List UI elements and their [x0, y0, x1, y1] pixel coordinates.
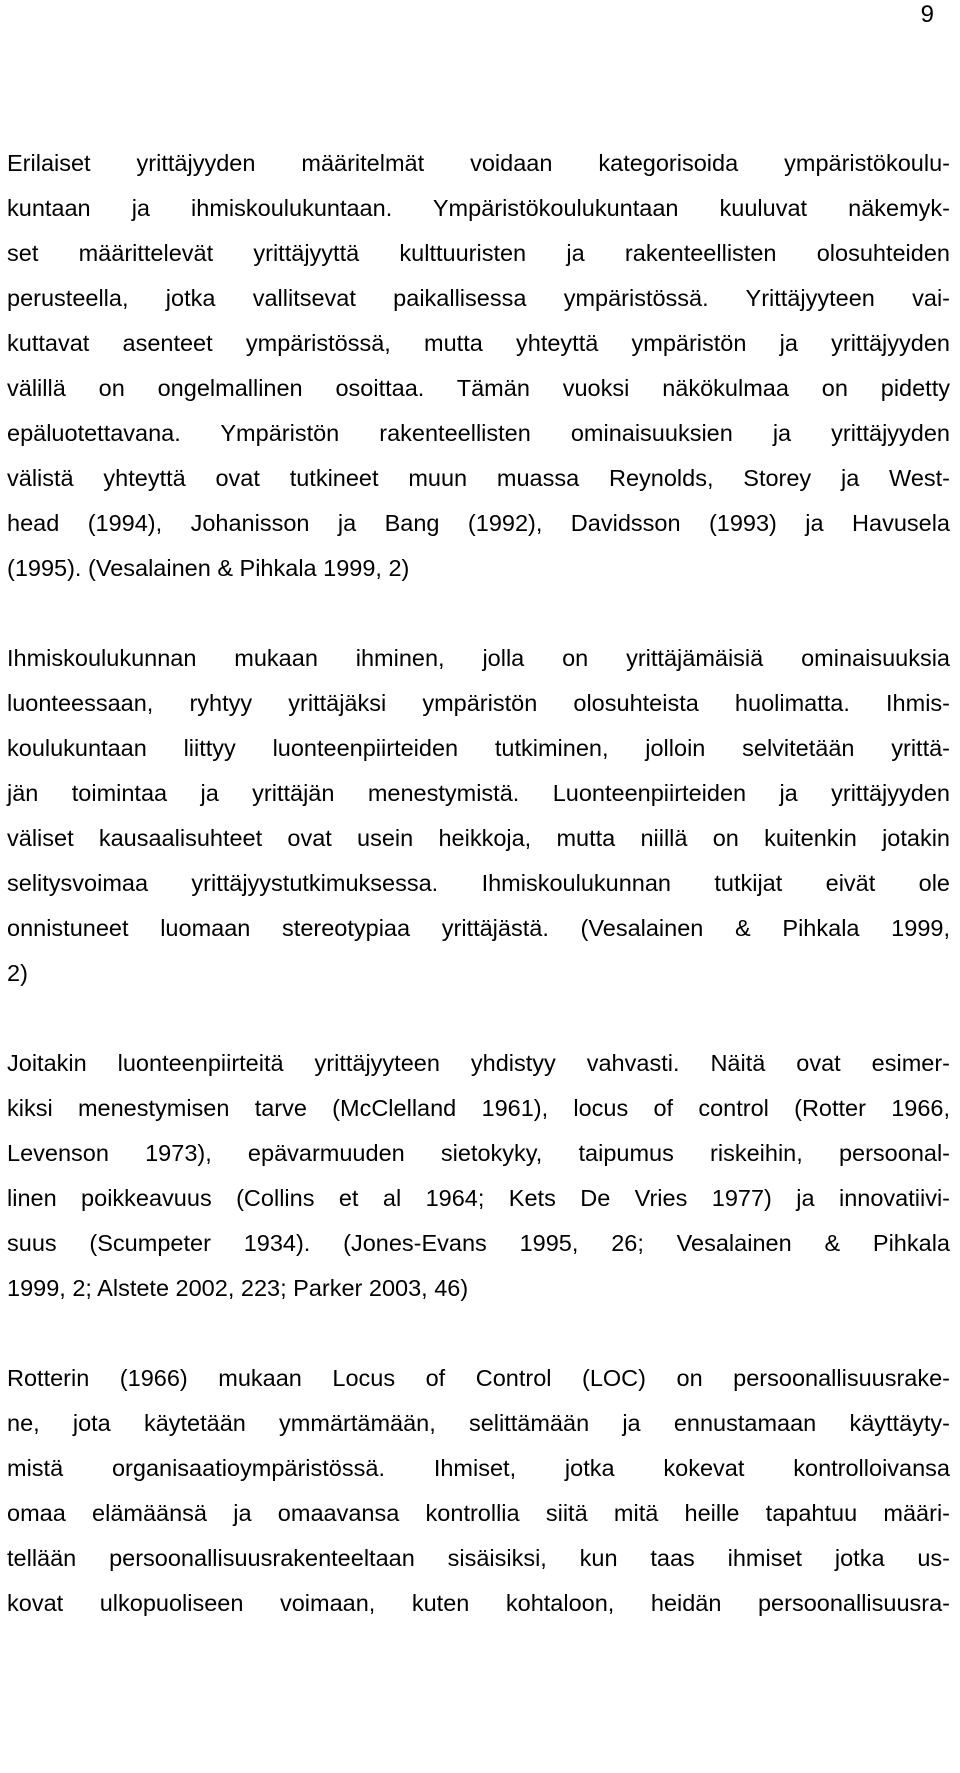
text-line: tellään persoonallisuusrakenteeltaan sisäisiksi, kun taas ihmiset jotka us-: [7, 1545, 950, 1571]
text-line: kuntaan ja ihmiskoulukuntaan. Ympäristökoulukuntaan kuuluvat näkemyk-: [7, 195, 950, 221]
text-line: linen poikkeavuus (Collins et al 1964; Kets De Vries 1977) ja innovatiivi-: [7, 1185, 950, 1211]
text-line: mistä organisaatioympäristössä. Ihmiset, jotka kokevat kontrolloivansa: [7, 1455, 950, 1481]
text-line: jän toimintaa ja yrittäjän menestymistä. Luonteenpiirteiden ja yrittäjyyden: [7, 780, 950, 806]
text-line: suus (Scumpeter 1934). (Jones-Evans 1995, 26; Vesalainen & Pihkala: [7, 1230, 950, 1256]
text-line: omaa elämäänsä ja omaavansa kontrollia siitä mitä heille tapahtuu määri-: [7, 1500, 950, 1526]
text-line: set määrittelevät yrittäjyyttä kulttuuristen ja rakenteellisten olosuhteiden: [7, 240, 950, 266]
paragraph-gap: [7, 1311, 950, 1356]
page-number: 9: [920, 1, 934, 28]
paragraph-locus-of-control: [7, 1356, 950, 1626]
text-line: perusteella, jotka vallitsevat paikallisessa ympäristössä. Yrittäjyyteen vai-: [7, 285, 950, 311]
text-line: epäluotettavana. Ympäristön rakenteellisten ominaisuuksien ja yrittäjyyden: [7, 420, 950, 446]
text-line: Ihmiskoulukunnan mukaan ihminen, jolla on yrittäjämäisiä ominaisuuksia: [7, 645, 950, 671]
text-line: 1999, 2; Alstete 2002, 223; Parker 2003, 46): [7, 1275, 469, 1301]
paragraph-personality-traits: [7, 1041, 950, 1311]
text-line: luonteessaan, ryhtyy yrittäjäksi ympäristön olosuhteista huolimatta. Ihmis-: [7, 690, 950, 716]
text-line: koulukuntaan liittyy luonteenpiirteiden tutkiminen, jolloin selvitetään yrittä-: [7, 735, 950, 761]
text-line: head (1994), Johanisson ja Bang (1992), Davidsson (1993) ja Havusela: [7, 510, 950, 536]
document-body: [7, 141, 950, 1626]
paragraph-environment-school: [7, 141, 950, 591]
text-line: kovat ulkopuoliseen voimaan, kuten kohtaloon, heidän persoonallisuusra-: [7, 1590, 950, 1616]
paragraph-person-school: [7, 636, 950, 996]
text-line: välistä yhteyttä ovat tutkineet muun muassa Reynolds, Storey ja West-: [7, 465, 950, 491]
text-line: (1995). (Vesalainen & Pihkala 1999, 2): [7, 555, 410, 581]
paragraph-gap: [7, 996, 950, 1041]
text-line: välillä on ongelmallinen osoittaa. Tämän vuoksi näkökulmaa on pidetty: [7, 375, 950, 401]
text-line: väliset kausaalisuhteet ovat usein heikkoja, mutta niillä on kuitenkin jotakin: [7, 825, 950, 851]
text-line: onnistuneet luomaan stereotypiaa yrittäjästä. (Vesalainen & Pihkala 1999,: [7, 915, 950, 941]
text-line: kiksi menestymisen tarve (McClelland 1961), locus of control (Rotter 1966,: [7, 1095, 950, 1121]
text-line: Levenson 1973), epävarmuuden sietokyky, taipumus riskeihin, persoonal-: [7, 1140, 950, 1166]
text-line: Joitakin luonteenpiirteitä yrittäjyyteen yhdistyy vahvasti. Näitä ovat esimer-: [7, 1050, 950, 1076]
text-line: Erilaiset yrittäjyyden määritelmät voidaan kategorisoida ympäristökoulu-: [7, 150, 950, 176]
text-line: 2): [7, 960, 28, 986]
text-line: kuttavat asenteet ympäristössä, mutta yhteyttä ympäristön ja yrittäjyyden: [7, 330, 950, 356]
text-line: ne, jota käytetään ymmärtämään, selittämään ja ennustamaan käyttäyty-: [7, 1410, 950, 1436]
text-line: selitysvoimaa yrittäjyystutkimuksessa. Ihmiskoulukunnan tutkijat eivät ole: [7, 870, 950, 896]
text-line: Rotterin (1966) mukaan Locus of Control (LOC) on persoonallisuusrake-: [7, 1365, 950, 1391]
paragraph-gap: [7, 591, 950, 636]
